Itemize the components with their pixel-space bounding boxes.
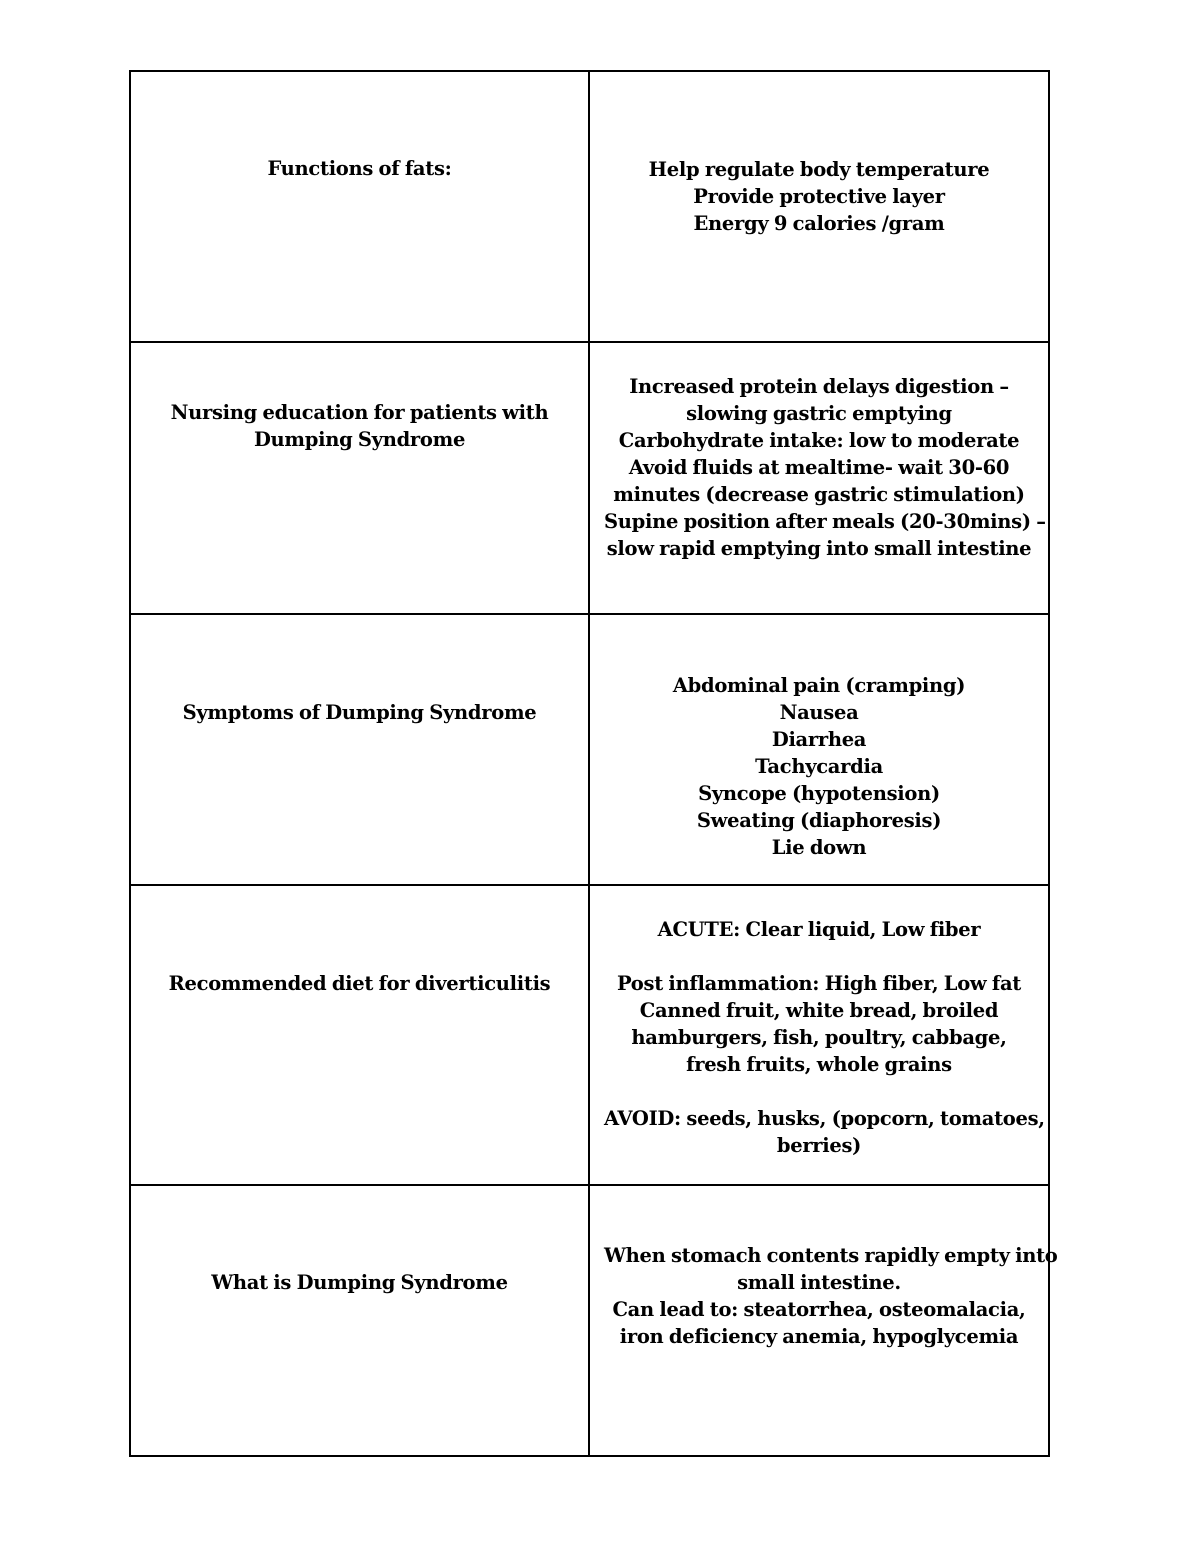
definition-line: Carbohydrate intake: low to moderate: [618, 429, 1020, 453]
definition-line: Sweating (diaphoresis): [696, 808, 942, 832]
definition-line: slowing gastric emptying: [686, 402, 952, 426]
paragraph-gap: [604, 1078, 1034, 1105]
definition-line: fresh fruits, whole grains: [686, 1053, 952, 1077]
term-cell: [130, 71, 589, 342]
definition-line: Syncope (hypotension): [698, 781, 940, 805]
flashcard-row: [130, 1185, 1049, 1456]
definition-line: Energy 9 calories /gram: [693, 212, 945, 235]
definition-cell: [589, 342, 1049, 613]
definition-text: [604, 72, 1034, 237]
definition-line: Provide protective layer: [693, 185, 945, 208]
term-line: What is Dumping Syndrome: [211, 1270, 508, 1294]
definition-line: Tachycardia: [755, 754, 883, 778]
definition-cell: [589, 71, 1049, 342]
definition-line: ACUTE: Clear liquid, Low fiber: [657, 918, 981, 942]
definition-line: Supine position after meals (20-30mins) –: [604, 510, 1046, 534]
term-text: [145, 343, 574, 453]
definition-line: Increased protein delays digestion –: [629, 375, 1009, 399]
definition-text: [604, 343, 1046, 562]
definition-line: Nausea: [779, 700, 859, 724]
definition-line: minutes (decrease gastric stimulation): [613, 483, 1025, 507]
flashcard-row: [130, 71, 1049, 342]
definition-line: AVOID: seeds, husks, (popcorn, tomatoes,: [604, 1107, 1045, 1131]
definition-line: Canned fruit, white bread, broiled: [639, 999, 999, 1023]
definition-line: slow rapid emptying into small intestine: [606, 537, 1032, 561]
definition-line: Can lead to: steatorrhea, osteomalacia,: [612, 1297, 1026, 1321]
definition-line: iron deficiency anemia, hypoglycemia: [619, 1324, 1019, 1348]
term-cell: [130, 614, 589, 885]
definition-text: [604, 886, 1045, 1159]
term-cell: [130, 1185, 589, 1456]
term-line: Symptoms of Dumping Syndrome: [182, 700, 537, 724]
definition-text: [604, 615, 1034, 861]
term-text: [145, 886, 574, 997]
definition-cell: [589, 885, 1049, 1184]
term-cell: [130, 885, 589, 1184]
term-line: Recommended diet for diverticulitis: [168, 972, 551, 996]
definition-line: small intestine.: [737, 1270, 901, 1294]
definition-line: When stomach contents rapidly empty into: [604, 1243, 1058, 1267]
term-cell: [130, 342, 589, 613]
term-text: [145, 1186, 574, 1296]
flashcard-row: [130, 342, 1049, 613]
term-line: Dumping Syndrome: [253, 428, 466, 452]
term-line: Nursing education for patients with: [170, 401, 549, 425]
definition-cell: [589, 1185, 1058, 1456]
definition-cell: [589, 614, 1049, 885]
flashcard-row: [130, 885, 1049, 1184]
term-text: [145, 72, 574, 182]
definition-line: berries): [776, 1134, 862, 1158]
term-line: Functions of fats:: [267, 157, 452, 180]
definition-line: Avoid fluids at mealtime- wait 30-60: [628, 456, 1010, 480]
definition-line: Help regulate body temperature: [648, 158, 990, 181]
definition-line: Post inflammation: High fiber, Low fat: [616, 972, 1022, 996]
definition-line: Abdominal pain (cramping): [672, 673, 966, 697]
paragraph-gap: [604, 943, 1034, 970]
flashcard-row: [130, 614, 1049, 885]
term-text: [145, 615, 574, 726]
definition-line: Diarrhea: [771, 727, 867, 751]
flashcard-table: [129, 70, 1058, 1457]
definition-line: Lie down: [771, 835, 867, 859]
definition-text: [604, 1186, 1058, 1350]
definition-line: hamburgers, fish, poultry, cabbage,: [631, 1026, 1007, 1050]
